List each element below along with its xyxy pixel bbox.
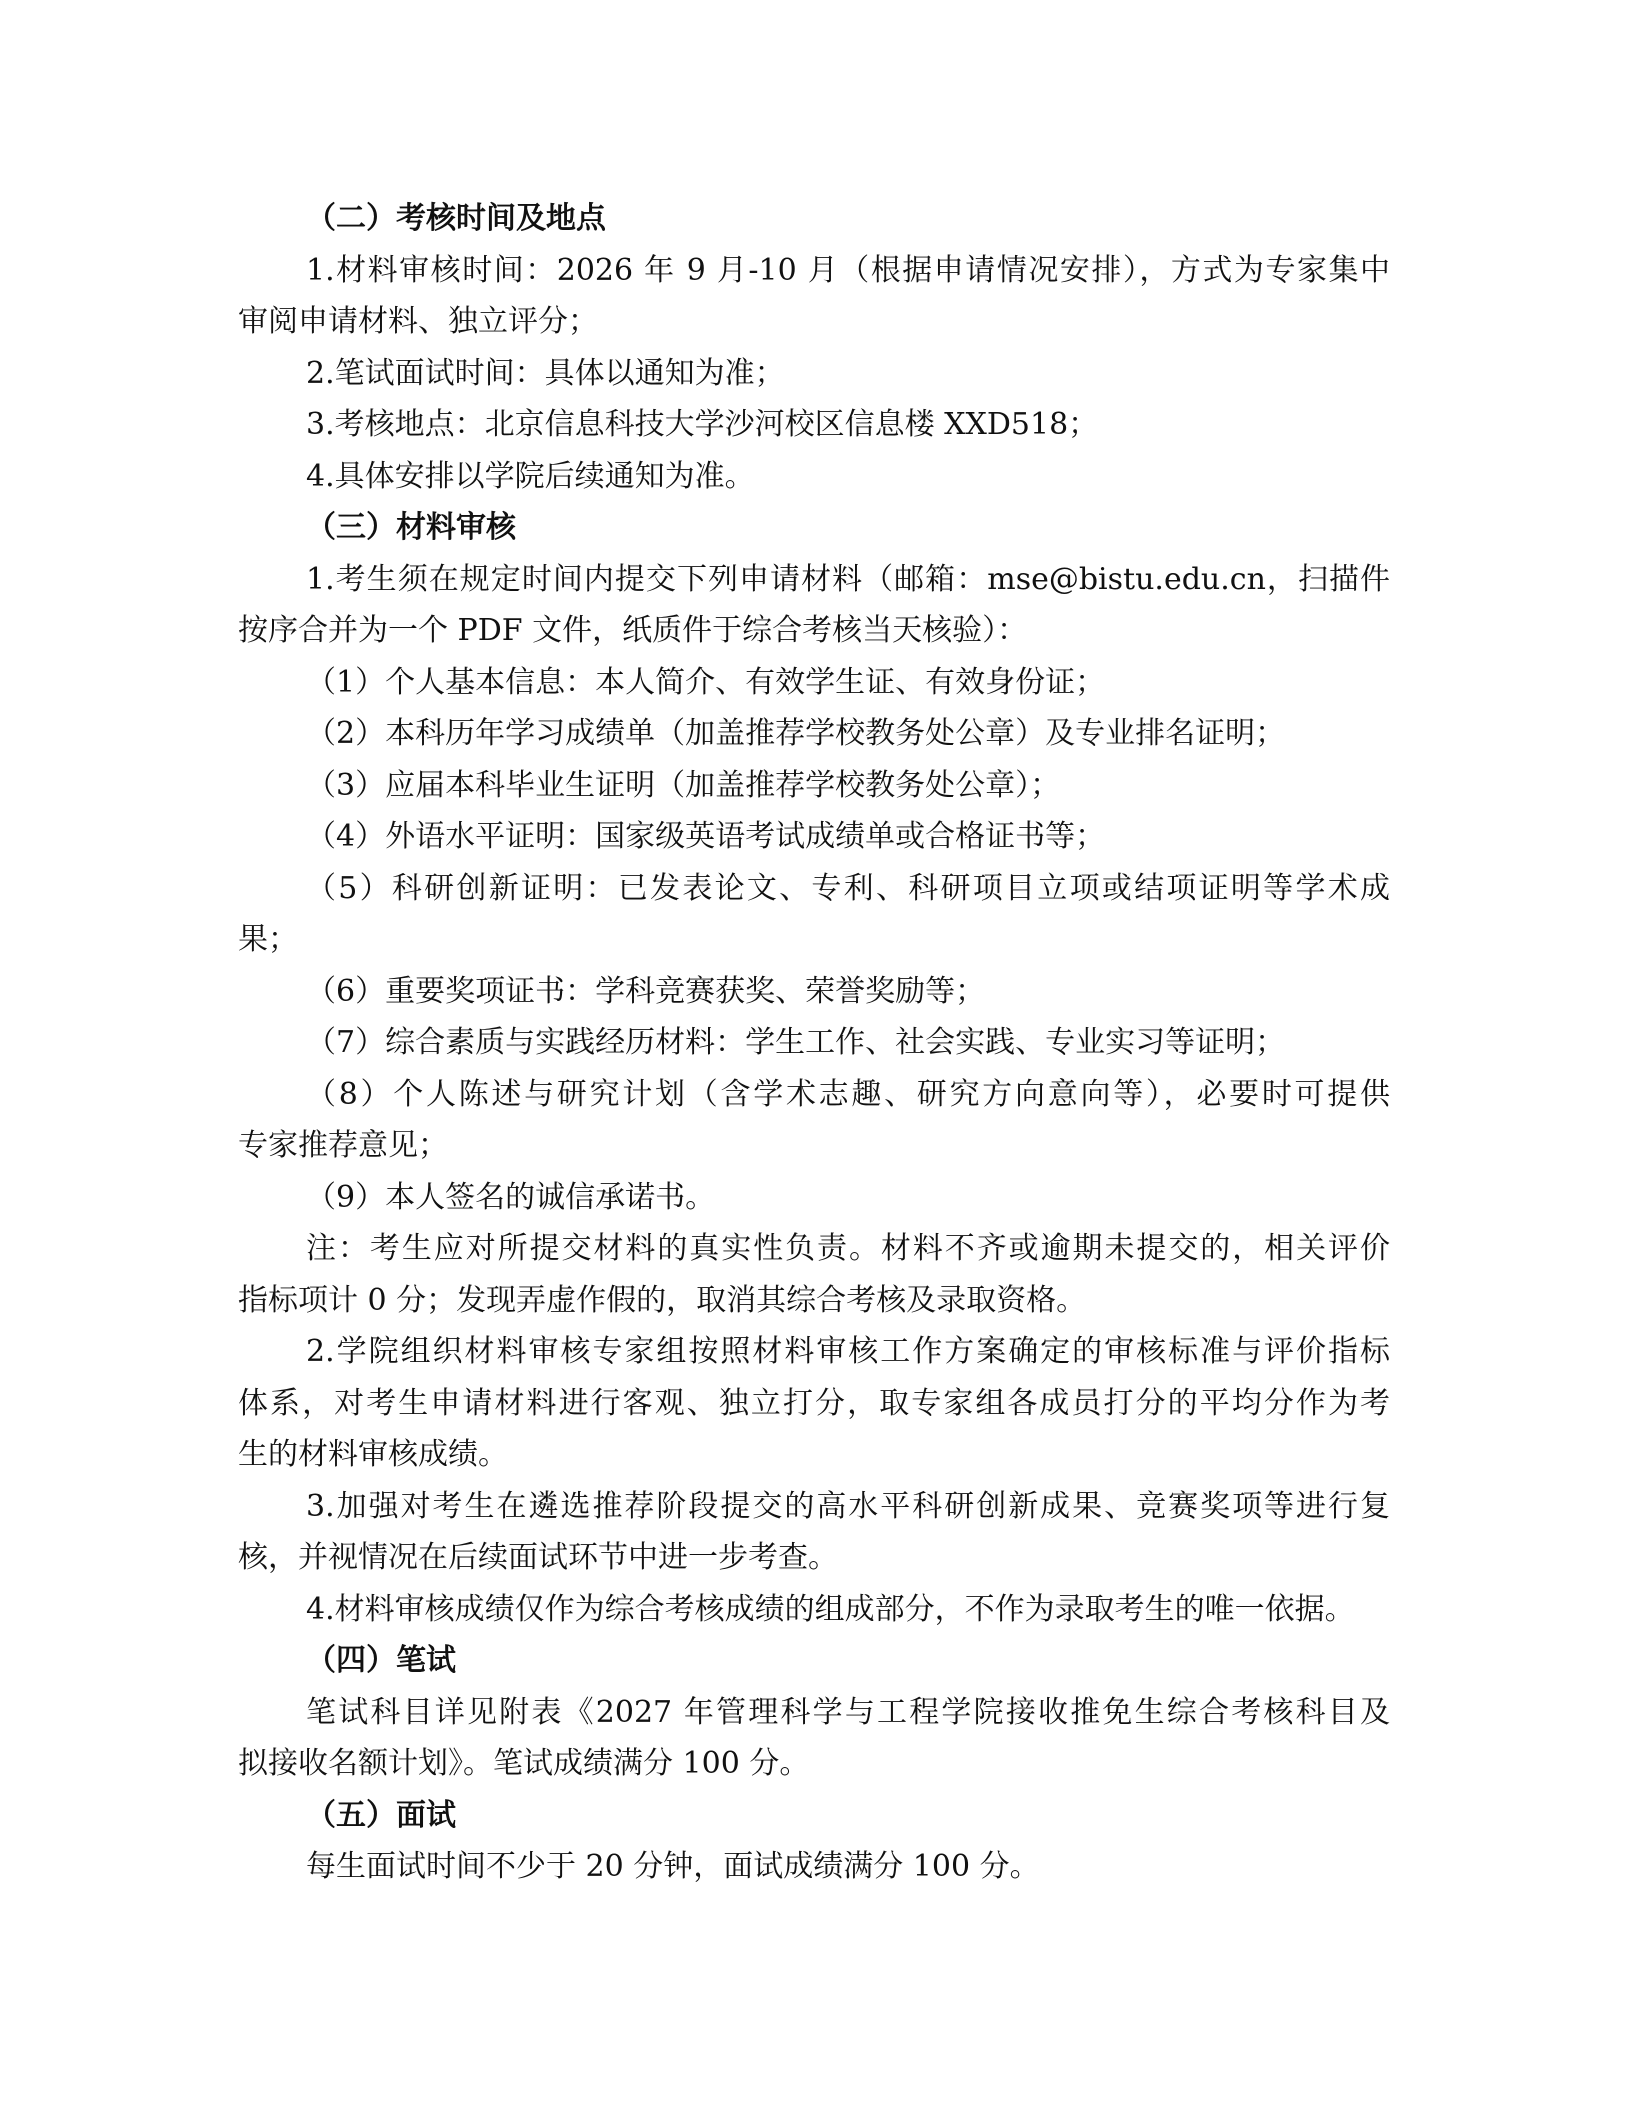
text-line: 3.考核地点：北京信息科技大学沙河校区信息楼 XXD518；: [306, 407, 1099, 442]
text-line: 体系，对考生申请材料进行客观、独立打分，取专家组各成员打分的平均分作为考: [238, 1385, 1390, 1421]
text-line: 果；: [238, 922, 298, 957]
text-line: 核，并视情况在后续面试环节中进一步考查。: [238, 1540, 838, 1575]
text-line: 拟接收名额计划》。笔试成绩满分 100 分。: [238, 1746, 810, 1781]
section-heading: （四）笔试: [306, 1643, 456, 1678]
text-line: 1.材料审核时间：2026 年 9 月-10 月（根据申请情况安排），方式为专家集中: [306, 252, 1390, 288]
text-line: （7）综合素质与实践经历材料：学生工作、社会实践、专业实习等证明；: [306, 1025, 1286, 1060]
text-line: 2.学院组织材料审核专家组按照材料审核工作方案确定的审核标准与评价指标: [306, 1334, 1390, 1369]
text-line: 每生面试时间不少于 20 分钟，面试成绩满分 100 分。: [306, 1849, 1040, 1884]
text-line: 生的材料审核成绩。: [238, 1437, 508, 1472]
text-line: 指标项计 0 分；发现弄虚作假的，取消其综合考核及录取资格。: [238, 1282, 1087, 1318]
text-line: 1.考生须在规定时间内提交下列申请材料（邮箱：mse@bistu.edu.cn，扫描件: [306, 561, 1390, 597]
text-line: （1）个人基本信息：本人简介、有效学生证、有效身份证；: [306, 664, 1106, 700]
text-line: （5）科研创新证明：已发表论文、专利、科研项目立项或结项证明等学术成: [306, 870, 1390, 906]
text-line: 按序合并为一个 PDF 文件，纸质件于综合考核当天核验）：: [238, 613, 1028, 648]
text-line: 笔试科目详见附表《2027 年管理科学与工程学院接收推免生综合考核科目及: [306, 1694, 1390, 1730]
text-line: （3）应届本科毕业生证明（加盖推荐学校教务处公章）；: [306, 767, 1061, 803]
text-line: 专家推荐意见；: [238, 1128, 448, 1163]
text-line: （9）本人签名的诚信承诺书。: [306, 1179, 716, 1215]
text-line: 3.加强对考生在遴选推荐阶段提交的高水平科研创新成果、竞赛奖项等进行复: [306, 1488, 1390, 1524]
text-line: 2.笔试面试时间：具体以通知为准；: [306, 355, 785, 391]
text-line: 注：考生应对所提交材料的真实性负责。材料不齐或逾期未提交的，相关评价: [306, 1231, 1390, 1266]
text-line: （8）个人陈述与研究计划（含学术志趣、研究方向意向等），必要时可提供: [306, 1076, 1390, 1112]
text-line: （6）重要奖项证书：学科竞赛获奖、荣誉奖励等；: [306, 973, 986, 1009]
text-line: 4.材料审核成绩仅作为综合考核成绩的组成部分，不作为录取考生的唯一依据。: [306, 1591, 1355, 1627]
document-body: [238, 193, 1390, 1893]
section-heading: （二）考核时间及地点: [306, 201, 606, 236]
text-line: （2）本科历年学习成绩单（加盖推荐学校教务处公章）及专业排名证明；: [306, 716, 1286, 751]
section-heading: （五）面试: [306, 1797, 456, 1833]
section-heading: （三）材料审核: [306, 510, 516, 545]
text-line: 4.具体安排以学院后续通知为准。: [306, 458, 755, 494]
text-line: （4）外语水平证明：国家级英语考试成绩单或合格证书等；: [306, 819, 1106, 854]
text-line: 审阅申请材料、独立评分；: [238, 304, 598, 339]
